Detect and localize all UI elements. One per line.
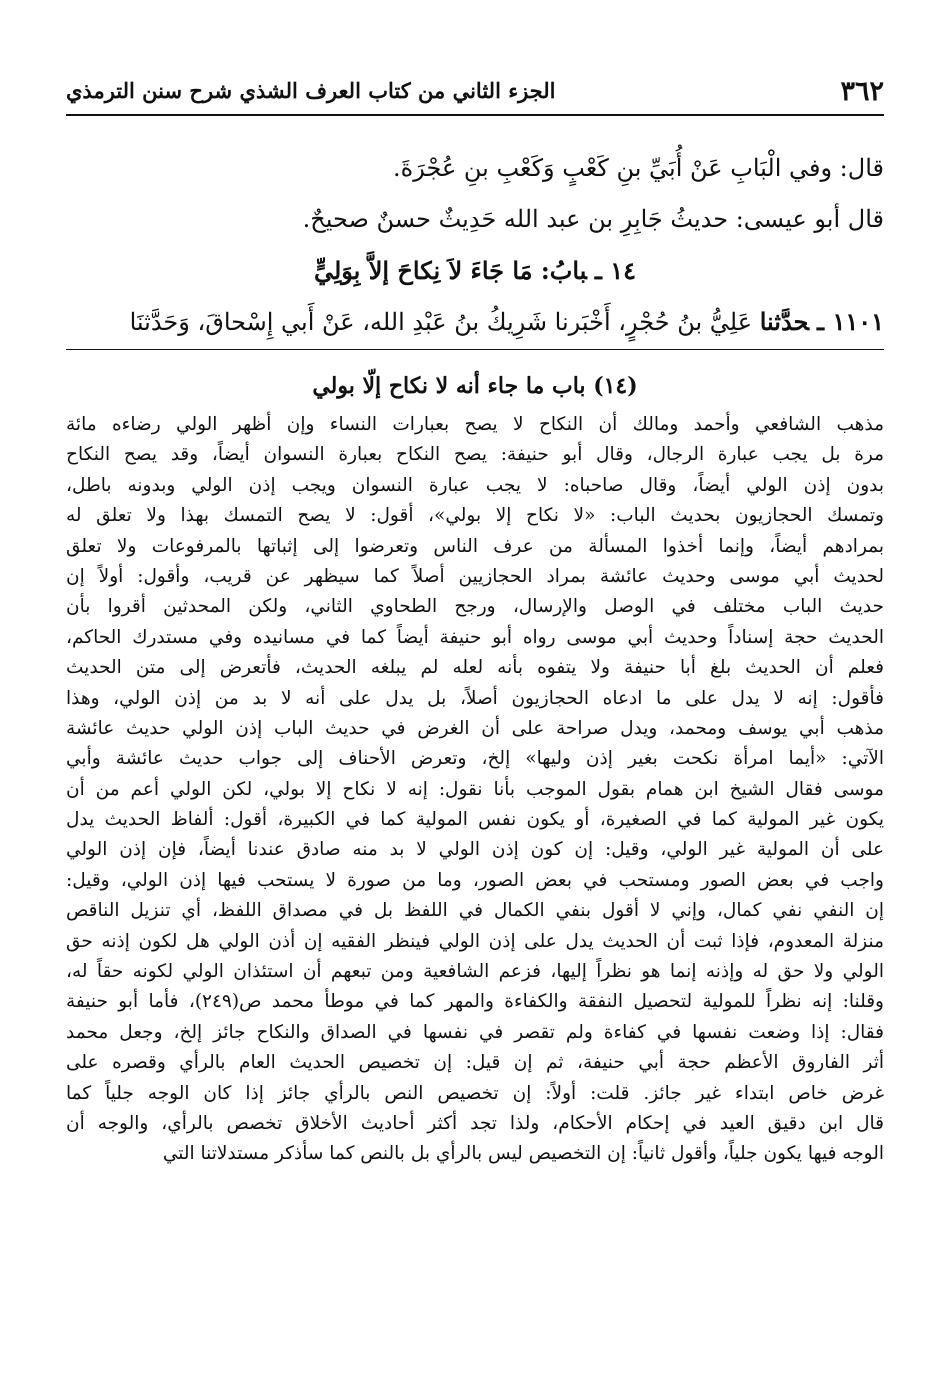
commentary-line: بمرادهم أيضاً، وإنما أخذوا المسألة من عرف الناس وتعرضوا إلى إثباتها بالمرفوعات ولا تعلق	[66, 535, 884, 557]
chapter-heading	[66, 245, 884, 296]
commentary-line: الحديث حجة إسناداً وحديث أبي موسى رواه أبو حنيفة أيضاً كما في مسانيده وفي مستدرك الحاكم،	[66, 626, 884, 648]
commentary-block	[66, 362, 884, 1170]
commentary-line: فأقول: إنه لا يدل على ما ادعاه الحجازيون أصلاً، بل يدل على أنه لا بد من إذن الولي، وهذا	[66, 687, 884, 709]
hadith-isnad-text: عَلِيُّ بنُ حُجْرٍ، أَخْبَرنا شَرِيكُ بنُ عَبْدِ الله، عَنْ أَبي إِسْحاقَ، وَحَدَّثنَا	[129, 308, 753, 336]
commentary-line: الآتي: «أيما امرأة نكحت بغير إذن وليها» إلخ، وتعرض الأحناف إلى جواب حديث عائشة وأبي	[66, 748, 884, 770]
running-title: الجزء الثاني من كتاب العرف الشذي شرح سنن الترمذي	[66, 78, 556, 103]
commentary-line: وتمسك الحجازيون بحديث الباب: «لا نكاح إلا بولي»، أقول: لا يصح التمسك بهذا ولا تعلق له	[66, 505, 884, 527]
commentary-line: موسى فقال الشيخ ابن همام بقول الموجب بأنا نقول: إنه لا نكاح إلا بولي، لكن الولي أعم من أن	[66, 778, 884, 800]
commentary-line: أثر الفاروق الأعظم حجة أبي حنيفة، ثم إن قيل: إن تخصيص الحديث العام بالرأي وقصره على	[66, 1052, 884, 1074]
chapter-number: ١٤ ـ	[594, 256, 637, 285]
commentary-line: منزلة المعدوم، فإذا ثبت أن الحديث يدل على إذن الولي فينظر الفقيه إن أذن الولي هل لكون إذنه حق	[66, 930, 884, 952]
commentary-line: الوجه فيها يكون جلياً، وأقول ثانياً: إن التخصيص ليس بالرأي بل بالنص كما سأذكر مستدلاتنا التي	[162, 1143, 884, 1165]
commentary-line: مذهب أبي يوسف ومحمد، ويدل صراحة على أن الغرض في حديث الباب إذن الولي حديث عائشة	[66, 717, 884, 739]
chapter-title: بابُ: مَا جَاءَ لاَ نِكاحَ إلاَّ بِوَلِيٍّ	[313, 256, 587, 285]
hadith-line-2: قال أبو عيسى: حديثُ جَابِرِ بن عبد الله حَدِيثٌ حسنٌ صحيحٌ.	[302, 205, 884, 233]
commentary-line: غرض خاص ابتداء غير جائز. قلت: أولاً: إن تخصيص النص بالرأي جائز إذا كان الوجه جلياً كما	[66, 1082, 884, 1104]
hadith-lead-word: حدَّثنا	[759, 307, 810, 336]
page-number: ٣٦٢	[840, 76, 884, 107]
commentary-line: حديث الباب مختلف في الوصل والإرسال، ورجح الطحاوي الثاني، ولكن المحدثين أقروا بأن	[66, 596, 884, 618]
hadith-number: ١١٠١ ـ	[817, 307, 884, 336]
commentary-heading: (١٤) باب ما جاء أنه لا نكاح إلّا بولي	[312, 373, 638, 399]
commentary-line: على أن المولية غير الولي، وقيل: إن كون إذن الولي لا بد منه صادق عندنا أيضاً، فإن إذن الولي	[66, 839, 884, 861]
hadith-text-block	[66, 143, 884, 347]
commentary-line: إن النفي نفي كمال، وإني لا أقول بنفي الكمال في اللفظ بل في مصداق اللفظ، أي تنزيل الناقص	[66, 900, 884, 922]
commentary-line: وقلنا: إنه نظراً للمولية لتحصيل النفقة والكفاءة والمهر كما في موطأ محمد ص(٢٤٩)، فأما أبو حنيفة	[66, 991, 884, 1013]
commentary-body	[66, 410, 884, 1170]
commentary-line: فعلم أن الحديث بلغ أبا حنيفة ولا يتفوه بأنه لعله لم يبلغه الحديث، فأتعرض إلى متن الحديث	[66, 657, 884, 679]
commentary-line: واجب في بعض الصور ومستحب في بعض الصور، وما من صورة لا يستحب فيها إذن الولي، وقيل:	[66, 869, 884, 891]
commentary-line: قال ابن دقيق العيد في إحكام الأحكام، ولذا تجد أكثر أحاديث الأخلاق تخصص بالرأي، والوجه أن	[66, 1112, 884, 1134]
commentary-line: مرة بل يجب عبارة الرجال، وقال أبو حنيفة: يصح النكاح بعبارة النسوان أيضاً، وقد يصح النكاح	[66, 444, 884, 466]
commentary-line: لحديث أبي موسى وحديث عائشة بمراد الحجازيين أصلاً كما سيظهر عن قريب، وأقول: أولاً إن	[66, 565, 884, 587]
hadith-line-1: قال: وفي الْبَابِ عَنْ أُبَيِّ بنِ كَعْبٍ وَكَعْبِ بنِ عُجْرَةَ.	[393, 154, 884, 182]
commentary-line: الولي ولا حق له وإذنه إنما هو نظراً إليها، فزعم الشافعية ومن تبعهم أن استئذان الولي لكونه حقاً له،	[66, 961, 884, 983]
commentary-line: بدون إذن الولي أيضاً، وقال صاحباه: لا يجب عبارة النسوان ويجب إذن الولي وبدونه باطل،	[66, 474, 884, 496]
footnote-divider	[66, 349, 884, 350]
commentary-line: يكون غير المولية كما في الصغيرة، أو يكون نفس المولية كما في الكبيرة، أقول: ألفاظ الحديث يدل	[66, 809, 884, 831]
hadith-isnad-line	[66, 296, 884, 347]
commentary-line: فقال: إذا وضعت نفسها في كفاءة ولم تقصر في نفسها في الصداق والنكاح جائز إلخ، وجعل محمد	[66, 1021, 884, 1043]
page-header	[66, 70, 884, 116]
commentary-line: مذهب الشافعي وأحمد ومالك أن النكاح لا يصح بعبارات النساء وإن أظهر الولي رضاءه مائة	[66, 414, 884, 435]
